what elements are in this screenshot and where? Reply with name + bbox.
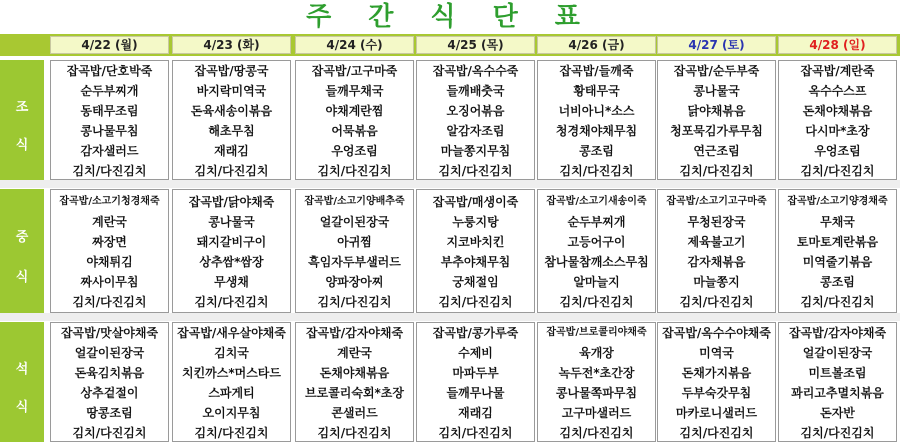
menu-item: 잡곡밥/새우살야채죽: [177, 326, 286, 340]
menu-item: 무생채: [214, 275, 249, 289]
menu-cell: [537, 322, 656, 442]
menu-item: 동태무조림: [80, 104, 139, 118]
menu-item: 궁채절임: [452, 275, 499, 289]
section-gap: [0, 313, 900, 321]
menu-item: 잡곡밥/소고기새송이죽: [546, 196, 647, 207]
menu-cell: [537, 189, 656, 313]
meal-label-char: 식: [15, 269, 29, 285]
menu-item: 잡곡밥/소고기청경채죽: [59, 196, 160, 207]
menu-item: 잡곡밥/옥수수죽: [432, 64, 519, 78]
meal-label-char: 석: [15, 362, 29, 377]
menu-cell: [172, 322, 291, 442]
page-title: 주 간 식 단 표: [306, 2, 594, 32]
menu-item: 김치/다진김치: [559, 164, 634, 178]
menu-item: 돈자반: [820, 406, 855, 420]
menu-cell: [657, 322, 776, 442]
menu-item: 닭야채볶음: [687, 104, 746, 118]
menu-item: 우엉조림: [814, 144, 861, 158]
menu-item: 김치/다진김치: [72, 295, 147, 309]
meal-label-char: 조: [15, 100, 29, 115]
menu-item: 계란국: [92, 215, 127, 229]
menu-item: 김치/다진김치: [559, 295, 634, 309]
menu-item: 순두부찌개: [80, 84, 139, 98]
menu-item: 순두부찌개: [567, 215, 626, 229]
menu-item: 땅콩조림: [86, 406, 133, 420]
menu-item: 미트볼조림: [808, 366, 867, 380]
menu-item: 콩조림: [820, 275, 855, 289]
menu-item: 계란국: [337, 346, 372, 360]
menu-item: 꽈리고추멸치볶음: [791, 386, 884, 400]
day-header: 4/23 (화): [172, 36, 291, 54]
menu-item: 김치/다진김치: [194, 426, 269, 440]
menu-item: 돈채야채볶음: [802, 104, 873, 118]
meal-label-column: [0, 189, 44, 313]
menu-item: 김치/다진김치: [438, 164, 513, 178]
menu-item: 김치/다진김치: [679, 295, 754, 309]
menu-item: 잡곡밥/감자야채죽: [305, 326, 404, 340]
menu-item: 연근조림: [693, 144, 740, 158]
menu-item: 스파게티: [208, 386, 255, 400]
menu-cell: [50, 60, 169, 180]
menu-item: 잡곡밥/순두부죽: [673, 64, 760, 78]
menu-item: 돼지갈비구이: [196, 235, 267, 249]
menu-item: 콩나물국: [693, 84, 740, 98]
menu-cell: [295, 60, 414, 180]
menu-item: 오이지무침: [202, 406, 261, 420]
menu-item: 알마늘지: [573, 275, 620, 289]
menu-item: 김치국: [214, 346, 249, 360]
menu-item: 콩나물무침: [80, 124, 139, 138]
menu-item: 청포묵김가루무침: [670, 124, 763, 138]
menu-cell: [416, 189, 535, 313]
menu-cell: [416, 322, 535, 442]
menu-item: 김치/다진김치: [679, 426, 754, 440]
menu-item: 김치/다진김치: [317, 426, 392, 440]
day-header: 4/28 (일): [778, 36, 897, 54]
menu-item: 돈채가지볶음: [681, 366, 752, 380]
day-header: 4/26 (금): [537, 36, 656, 54]
menu-item: 잡곡밥/감자야채죽: [788, 326, 887, 340]
menu-cell: [657, 60, 776, 180]
menu-item: 야채계란찜: [325, 104, 384, 118]
menu-item: 재래김: [458, 406, 493, 420]
day-header: 4/24 (수): [295, 36, 414, 54]
menu-item: 김치/다진김치: [800, 426, 875, 440]
menu-item: 마카로니샐러드: [675, 406, 758, 420]
menu-item: 김치/다진김치: [72, 426, 147, 440]
menu-item: 청경채야채무침: [555, 124, 638, 138]
menu-item: 잡곡밥/맛살야채죽: [60, 326, 159, 340]
menu-item: 잡곡밥/고구마죽: [311, 64, 398, 78]
meal-label-column: [0, 322, 44, 442]
menu-item: 잡곡밥/옥수수야채죽: [662, 326, 771, 340]
menu-item: 누룽지탕: [452, 215, 499, 229]
menu-item: 무청된장국: [687, 215, 746, 229]
menu-item: 짜장면: [92, 235, 127, 249]
menu-item: 콘샐러드: [331, 406, 378, 420]
menu-item: 재래김: [214, 144, 249, 158]
menu-item: 돈육김치볶음: [74, 366, 145, 380]
meal-label-char: 식: [15, 138, 29, 154]
menu-item: 잡곡밥/소고기양경채죽: [787, 196, 888, 207]
menu-cell: [172, 60, 291, 180]
meal-label-char: 식: [15, 400, 29, 416]
menu-item: 미역줄기볶음: [802, 255, 873, 269]
menu-item: 알감자조림: [446, 124, 505, 138]
menu-item: 치킨까스*머스타드: [181, 366, 281, 380]
menu-item: 수제비: [458, 346, 493, 360]
menu-item: 잡곡밥/땅콩국: [194, 64, 269, 78]
menu-item: 마파두부: [452, 366, 499, 380]
menu-item: 부추야채무침: [440, 255, 511, 269]
menu-item: 황태무국: [573, 84, 620, 98]
menu-item: 잡곡밥/단호박죽: [66, 64, 153, 78]
menu-item: 오징어볶음: [446, 104, 505, 118]
menu-item: 김치/다진김치: [72, 164, 147, 178]
menu-item: 잡곡밥/들깨죽: [559, 64, 634, 78]
menu-item: 녹두전*초간장: [558, 366, 635, 380]
menu-item: 감자샐러드: [80, 144, 139, 158]
menu-item: 잡곡밥/소고기양배추죽: [304, 196, 405, 207]
menu-item: 들깨무나물: [446, 386, 505, 400]
menu-item: 김치/다진김치: [317, 295, 392, 309]
menu-item: 상추쌈*쌈장: [199, 255, 264, 269]
menu-cell: [537, 60, 656, 180]
menu-item: 마늘쫑지무침: [440, 144, 511, 158]
section-gap: [0, 180, 900, 188]
menu-item: 옥수수스프: [808, 84, 867, 98]
meal-label-char: 중: [15, 230, 29, 246]
menu-item: 마늘쫑지: [693, 275, 740, 289]
menu-item: 미역국: [699, 346, 734, 360]
menu-item: 흑임자두부샐러드: [308, 255, 401, 269]
menu-cell: [778, 322, 897, 442]
menu-item: 양파장아찌: [325, 275, 384, 289]
menu-cell: [416, 60, 535, 180]
menu-item: 짜사이무침: [80, 275, 139, 289]
menu-item: 잡곡밥/매생이죽: [432, 195, 519, 209]
day-header: 4/22 (월): [50, 36, 169, 54]
menu-item: 토마토계란볶음: [796, 235, 879, 249]
menu-cell: [50, 189, 169, 313]
menu-item: 상추겉절이: [80, 386, 139, 400]
menu-item: 너비아니*소스: [558, 104, 635, 118]
menu-item: 감자채볶음: [687, 255, 746, 269]
menu-item: 김치/다진김치: [438, 295, 513, 309]
menu-item: 잡곡밥/닭야채죽: [188, 195, 275, 209]
menu-item: 브로콜리숙회*초장: [304, 386, 404, 400]
menu-item: 잡곡밥/소고기고구마죽: [666, 196, 767, 207]
menu-item: 육개장: [579, 346, 614, 360]
menu-item: 제육불고기: [687, 235, 746, 249]
menu-cell: [657, 189, 776, 313]
menu-item: 콩나물쪽파무침: [555, 386, 638, 400]
menu-item: 얼갈이된장국: [802, 346, 873, 360]
menu-item: 무채국: [820, 215, 855, 229]
meal-label-column: [0, 60, 44, 180]
menu-item: 돈육새송이볶음: [190, 104, 273, 118]
menu-item: 지코바치킨: [446, 235, 505, 249]
menu-item: 얼갈이된장국: [74, 346, 145, 360]
menu-item: 김치/다진김치: [679, 164, 754, 178]
menu-item: 김치/다진김치: [317, 164, 392, 178]
menu-cell: [50, 322, 169, 442]
menu-cell: [295, 189, 414, 313]
menu-cell: [778, 189, 897, 313]
menu-item: 다시마*초장: [805, 124, 870, 138]
menu-item: 고등어구이: [567, 235, 626, 249]
menu-item: 어묵볶음: [331, 124, 378, 138]
menu-cell: [295, 322, 414, 442]
menu-item: 해초무침: [208, 124, 255, 138]
menu-item: 콩조림: [579, 144, 614, 158]
menu-cell: [778, 60, 897, 180]
menu-item: 김치/다진김치: [800, 164, 875, 178]
menu-item: 잡곡밥/계란죽: [800, 64, 875, 78]
menu-item: 김치/다진김치: [438, 426, 513, 440]
menu-item: 야채튀김: [86, 255, 133, 269]
menu-item: 아귀찜: [337, 235, 372, 249]
menu-item: 콩나물국: [208, 215, 255, 229]
menu-item: 김치/다진김치: [194, 164, 269, 178]
menu-item: 얼갈이된장국: [319, 215, 390, 229]
menu-cell: [172, 189, 291, 313]
menu-item: 참나물참깨소스무침: [544, 255, 649, 269]
menu-item: 두부숙갓무침: [681, 386, 752, 400]
menu-item: 김치/다진김치: [800, 295, 875, 309]
day-header: 4/25 (목): [416, 36, 535, 54]
menu-item: 고구마샐러드: [561, 406, 632, 420]
menu-item: 바지락미역국: [196, 84, 267, 98]
day-header: 4/27 (토): [657, 36, 776, 54]
menu-item: 잡곡밥/콩가루죽: [432, 326, 519, 340]
menu-item: 잡곡밥/브로콜리야채죽: [546, 327, 647, 338]
menu-item: 김치/다진김치: [559, 426, 634, 440]
menu-item: 돈채야채볶음: [319, 366, 390, 380]
menu-item: 김치/다진김치: [194, 295, 269, 309]
menu-item: 들깨배춧국: [446, 84, 505, 98]
menu-item: 우엉조림: [331, 144, 378, 158]
menu-item: 들깨무채국: [325, 84, 384, 98]
